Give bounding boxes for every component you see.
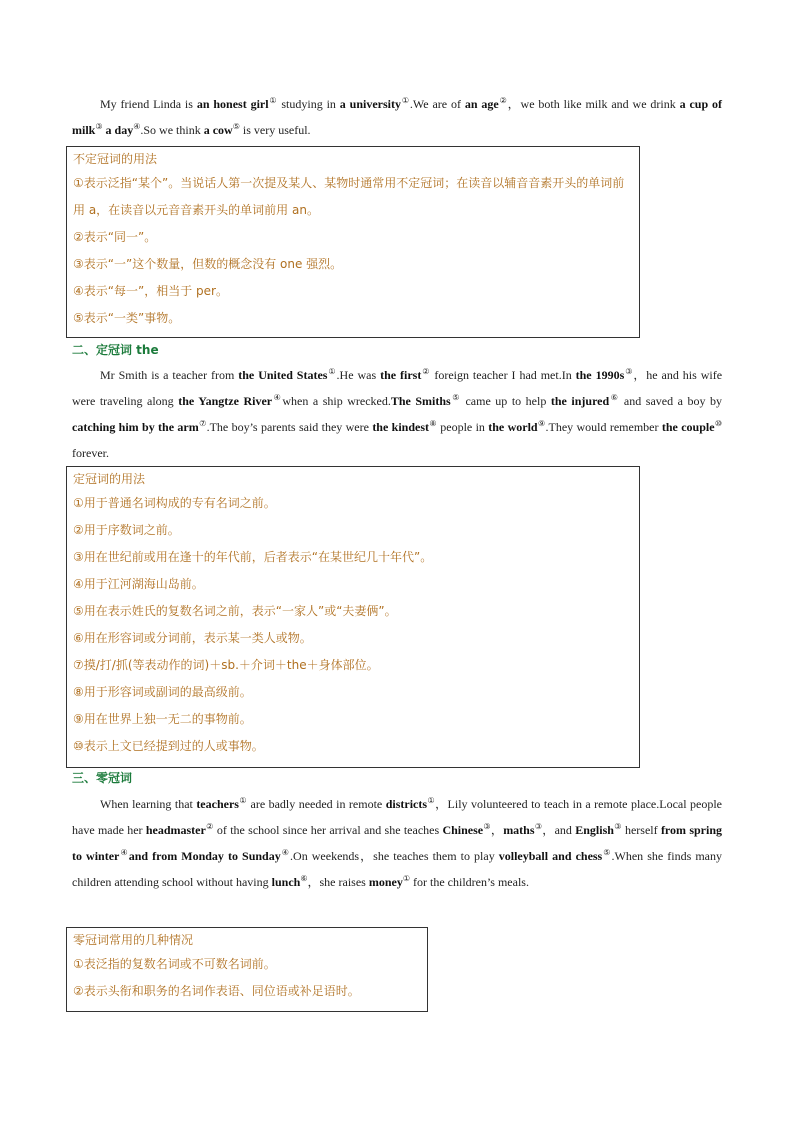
box-item: ④用于江河湖海山岛前。: [73, 577, 204, 591]
article-phrase: the United States: [238, 368, 328, 382]
article-phrase: the injured: [550, 394, 610, 408]
paragraph-text: ，she raises: [307, 875, 369, 889]
box-item: ⑤用在表示姓氏的复数名词之前，表示“一家人”或“夫妻俩”。: [73, 604, 397, 618]
box-items: [73, 951, 421, 1005]
box-item: ⑦摸/打/抓(等表动作的词)＋sb.＋介词＋the＋身体部位。: [73, 658, 379, 672]
article-phrase: an age: [464, 97, 499, 111]
box-title: 不定冠词的用法: [73, 152, 158, 166]
article-phrase: a university: [339, 97, 401, 111]
paragraph-text: are badly needed in remote: [247, 797, 386, 811]
paragraph-text: .So we think: [140, 123, 204, 137]
box-item: ①表示泛指“某个”。当说话人第一次提及某人、某物时通常用不定冠词；在读音以辅音音素开头的单词前用 a，在读音以元音音素开头的单词前用 an。: [73, 176, 625, 217]
article-phrase: a cup of milk: [72, 97, 723, 137]
article-phrase: headmaster: [145, 823, 206, 837]
box-item: ③表示“一”这个数量，但数的概念没有 one 强烈。: [73, 257, 343, 271]
section-heading-definite-article: 二、定冠词 the: [72, 343, 159, 357]
box-item: ①表泛指的复数名词或不可数名词前。: [73, 957, 276, 971]
box-title: 零冠词常用的几种情况: [73, 933, 194, 947]
usage-marker: ⑤: [450, 393, 461, 402]
paragraph-text: ，Lily volunteered to teach in a remote place.Local people have made her: [72, 797, 723, 837]
indefinite-article-box: [66, 146, 640, 338]
paragraph-text: when a ship wrecked.: [282, 394, 391, 408]
article-phrase: from spring to winter: [72, 823, 723, 863]
paragraph-text: is very useful.: [239, 123, 311, 137]
usage-marker: ④: [119, 848, 129, 857]
article-phrase: English: [575, 823, 614, 837]
usage-marker: ①: [238, 796, 248, 805]
box-item: ④表示“每一”，相当于 per。: [73, 284, 228, 298]
usage-marker: ⑤: [232, 122, 240, 131]
box-item: ⑧用于形容词或副词的最高级前。: [73, 685, 252, 699]
paragraph-text: forever.: [72, 446, 109, 460]
article-phrase: catching him by the arm: [72, 420, 199, 434]
article-phrase: the first: [380, 368, 422, 382]
box-item: ②表示头衔和职务的名词作表语、同位语或补足语时。: [73, 984, 360, 998]
zero-article-box: [66, 927, 428, 1012]
article-phrase: the Yangtze River: [178, 394, 273, 408]
usage-marker: ③: [483, 822, 491, 831]
box-item: ⑩表示上文已经提到过的人或事物。: [73, 739, 264, 753]
usage-marker: ⑧: [429, 419, 437, 428]
usage-marker: ④: [280, 848, 291, 857]
section-heading-zero-article: 三、零冠词: [72, 771, 133, 785]
article-phrase: the 1990s: [575, 368, 625, 382]
usage-marker: ②: [205, 822, 214, 831]
box-item: ②用于序数词之前。: [73, 523, 180, 537]
paragraph-text: foreign teacher I had met.In: [430, 368, 576, 382]
paragraph-text: studying in: [277, 97, 340, 111]
paragraph-text: Mr Smith is a teacher from: [100, 368, 239, 382]
paragraph-text: When learning that: [100, 797, 197, 811]
usage-marker: ①: [427, 796, 436, 805]
usage-marker: ③: [613, 822, 622, 831]
article-phrase: lunch: [271, 875, 301, 889]
box-item: ③用在世纪前或用在逢十的年代前，后者表示“在某世纪几十年代”。: [73, 550, 433, 564]
usage-marker: ⑤: [602, 848, 612, 857]
paragraph-text: people in: [436, 420, 489, 434]
usage-marker: ②: [421, 367, 431, 376]
usage-marker: ③: [95, 122, 103, 131]
paragraph-text: ，: [490, 823, 504, 837]
paragraph-text: .When she finds many children attending school without having: [72, 849, 723, 889]
box-items: [73, 170, 633, 332]
paragraph-text: .We are of: [409, 97, 465, 111]
usage-marker: ⑥: [300, 874, 308, 883]
article-phrase: The Smiths: [390, 394, 451, 408]
paragraph-text: of the school since her arrival and she teaches: [213, 823, 443, 837]
article-phrase: an honest girl: [196, 97, 269, 111]
paragraph-text: herself: [621, 823, 661, 837]
article-phrase: Chinese: [442, 823, 484, 837]
usage-marker: ①: [401, 96, 410, 105]
usage-marker: ④: [272, 393, 283, 402]
article-phrase: money: [368, 875, 403, 889]
usage-marker: ③: [624, 367, 634, 376]
paragraph-text: ，we both like milk and we drink: [507, 97, 680, 111]
indefinite-article-paragraph: [72, 91, 722, 143]
article-phrase: the couple: [661, 420, 715, 434]
article-phrase: maths: [503, 823, 535, 837]
zero-article-paragraph: [72, 791, 722, 895]
usage-marker: ⑥: [609, 393, 620, 402]
article-phrase: the kindest: [372, 420, 430, 434]
box-item: ②表示“同一”。: [73, 230, 157, 244]
article-phrase: districts: [385, 797, 428, 811]
usage-marker: ③: [534, 822, 543, 831]
article-phrase: volleyball and chess: [498, 849, 603, 863]
article-phrase: a day: [105, 123, 134, 137]
definite-article-paragraph: [72, 362, 722, 466]
box-item: ①用于普通名词构成的专有名词之前。: [73, 496, 276, 510]
box-item: ⑤表示“一类”事物。: [73, 311, 181, 325]
definite-article-box: [66, 466, 640, 768]
paragraph-text: .The boy’s parents said they were: [206, 420, 373, 434]
usage-marker: ⑦: [198, 419, 207, 428]
paragraph-text: came up to help: [460, 394, 551, 408]
box-title: 定冠词的用法: [73, 472, 146, 486]
article-phrase: a cow: [203, 123, 233, 137]
paragraph-text: .They would remember: [545, 420, 662, 434]
box-item: ⑨用在世界上独一无二的事物前。: [73, 712, 252, 726]
usage-marker: ⑩: [714, 419, 723, 428]
article-phrase: teachers: [196, 797, 239, 811]
usage-marker: ①: [268, 96, 278, 105]
paragraph-text: for the children’s meals.: [410, 875, 529, 889]
article-phrase: and from Monday to Sunday: [128, 849, 281, 863]
usage-marker: ⑨: [537, 419, 546, 428]
paragraph-text: .He was: [336, 368, 381, 382]
box-item: ⑥用在形容词或分词前，表示某一类人或物。: [73, 631, 312, 645]
box-items: [73, 490, 633, 760]
usage-marker: ①: [327, 367, 337, 376]
paragraph-text: ，and: [542, 823, 576, 837]
usage-marker: ④: [133, 122, 141, 131]
paragraph-text: and saved a boy by: [619, 394, 722, 408]
usage-marker: ②: [498, 96, 508, 105]
usage-marker: ①: [402, 874, 410, 883]
article-phrase: the world: [488, 420, 538, 434]
paragraph-text: .On weekends，she teaches them to play: [290, 849, 499, 863]
paragraph-text: ，he and his wife were traveling along: [72, 368, 723, 408]
paragraph-text: My friend Linda is: [100, 97, 197, 111]
